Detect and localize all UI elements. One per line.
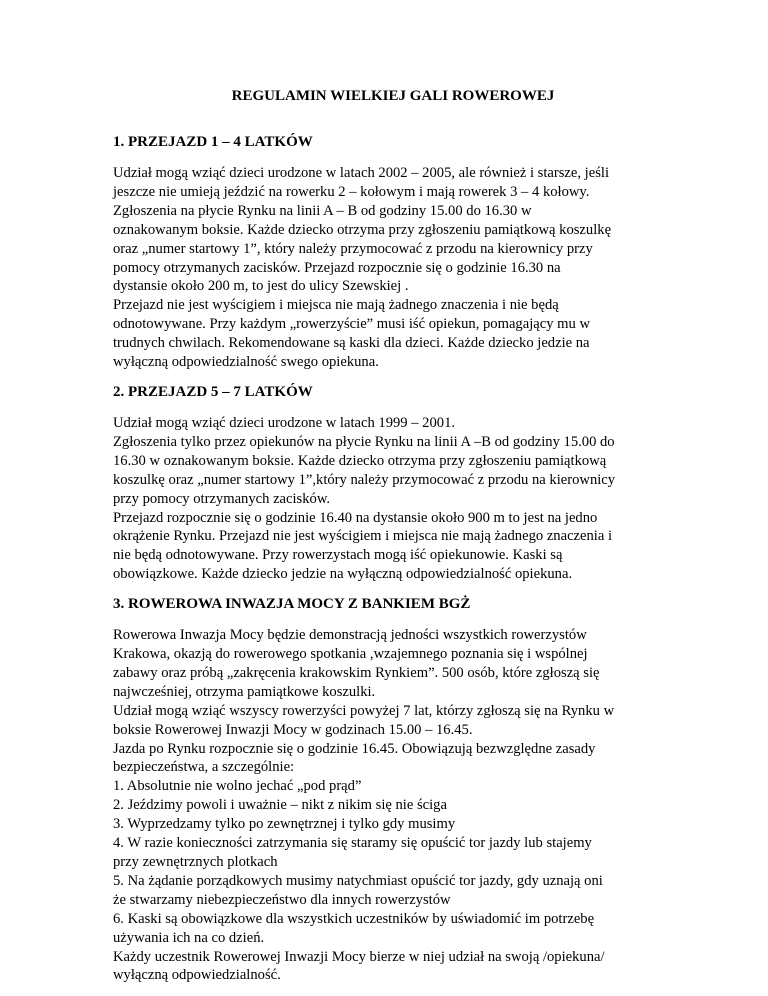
text-line: koszulkę oraz „numer startowy 1”,który należy przymocować z przodu na kierownicy — [113, 471, 616, 488]
text-line: Rowerowa Inwazja Mocy będzie demonstracją jedności wszystkich rowerzystów — [113, 627, 587, 644]
text-line: oznakowanym boksie. Każde dziecko otrzyma przy zgłoszeniu pamiątkową koszulkę — [113, 221, 612, 238]
text-line: Przejazd rozpocznie się o godzinie 16.40 na dystansie około 900 m to jest na jedno — [113, 509, 598, 526]
text-line: Udział mogą wziąć dzieci urodzone w latach 2002 – 2005, ale również i starsze, jeśli — [113, 165, 610, 181]
text-line: Udział mogą wziąć dzieci urodzone w latach 1999 – 2001. — [113, 414, 456, 431]
text-line: 2. Jeździmy powoli i uważnie – nikt z nikim się nie ściga — [113, 797, 447, 814]
text-line: 6. Kaski są obowiązkowe dla wszystkich uczestników by uświadomić im potrzebę — [113, 910, 595, 927]
text-line: przy pomocy otrzymanych zacisków. — [113, 490, 331, 507]
text-line: Każdy uczestnik Rowerowej Inwazji Mocy bierze w niej udział na swoją /opiekuna/ — [113, 948, 605, 965]
section-heading: 3. ROWEROWA INWAZJA MOCY Z BANKIEM BGŻ — [113, 596, 471, 613]
text-line: nie będą odnotowywane. Przy rowerzystach mogą iść opiekunowie. Kaski są — [113, 547, 563, 564]
text-line: Zgłoszenia tylko przez opiekunów na płycie Rynku na linii A –B od godziny 15.00 do — [113, 433, 615, 450]
text-line: okrążenie Rynku. Przejazd nie jest wyścigiem i miejsca nie mają żadnego znaczenia i — [113, 528, 613, 545]
text-line: wyłączną odpowiedzialność. — [113, 967, 281, 984]
section-body — [113, 164, 673, 372]
section-body — [113, 414, 673, 584]
text-line: przy zewnętrznych plotkach — [113, 854, 278, 870]
section-1 — [113, 133, 673, 372]
text-line: oraz „numer startowy 1”, który należy przymocować z przodu na kierownicy przy — [113, 240, 593, 257]
text-line: wyłączną odpowiedzialność swego opiekuna. — [113, 354, 379, 371]
text-line: Przejazd nie jest wyścigiem i miejsca nie mają żadnego znaczenia i nie będą — [113, 297, 559, 314]
text-line: boksie Rowerowej Inwazji Mocy w godzinach 15.00 – 16.45. — [113, 721, 473, 738]
text-line: dystansie około 200 m, to jest do ulicy Szewskiej . — [113, 278, 409, 295]
text-line: 16.30 w oznakowanym boksie. Każde dziecko otrzyma przy zgłoszeniu pamiątkową — [113, 452, 607, 469]
section-body — [113, 626, 673, 985]
text-line: jeszcze nie umieją jeździć na rowerku 2 – kołowym i mają rowerek 3 – 4 kołowy. — [113, 183, 590, 200]
text-line: że stwarzamy niebezpieczeństwo dla innych rowerzystów — [113, 891, 451, 908]
text-line: 3. Wyprzedzamy tylko po zewnętrznej i tylko gdy musimy — [113, 816, 456, 833]
text-line: 1. Absolutnie nie wolno jechać „pod prąd” — [113, 778, 362, 795]
section-3 — [113, 595, 673, 985]
text-line: najwcześniej, otrzyma pamiątkowe koszulki. — [113, 683, 376, 700]
text-line: 4. W razie konieczności zatrzymania się staramy się opuścić tor jazdy lub stajemy — [113, 835, 592, 852]
text-line: zabawy oraz próbą „zakręcenia krakowskim Rynkiem”. 500 osób, które zgłoszą się — [113, 664, 600, 681]
text-line: Krakowa, okazją do rowerowego spotkania ,wzajemnego poznania się i wspólnej — [113, 646, 588, 663]
text-line: Zgłoszenia na płycie Rynku na linii A – B od godziny 15.00 do 16.30 w — [113, 202, 532, 219]
text-line: Udział mogą wziąć wszyscy rowerzyści powyżej 7 lat, którzy zgłoszą się na Rynku w — [113, 702, 615, 719]
document-page — [113, 87, 673, 996]
text-line: trudnych chwilach. Rekomendowane są kaski dla dzieci. Każde dziecko jedzie na — [113, 335, 590, 352]
text-line: obowiązkowe. Każde dziecko jedzie na wyłączną odpowiedzialność opiekuna. — [113, 566, 573, 583]
text-line: 5. Na żądanie porządkowych musimy natychmiast opuścić tor jazdy, gdy uznają oni — [113, 872, 603, 889]
text-line: bezpieczeństwa, a szczególnie: — [113, 759, 295, 776]
section-heading: 1. PRZEJAZD 1 – 4 LATKÓW — [113, 134, 313, 150]
text-line: odnotowywane. Przy każdym „rowerzyście” musi iść opiekun, pomagający mu w — [113, 316, 590, 333]
text-line: używania ich na co dzień. — [113, 929, 265, 946]
section-2 — [113, 383, 673, 584]
document-title: REGULAMIN WIELKIEJ GALI ROWEROWEJ — [231, 88, 555, 104]
section-heading: 2. PRZEJAZD 5 – 7 LATKÓW — [113, 383, 313, 400]
text-line: pomocy otrzymanych zacisków. Przejazd rozpocznie się o godzinie 16.30 na — [113, 259, 561, 276]
text-line: Jazda po Rynku rozpocznie się o godzinie 16.45. Obowiązują bezwzględne zasady — [113, 740, 596, 757]
